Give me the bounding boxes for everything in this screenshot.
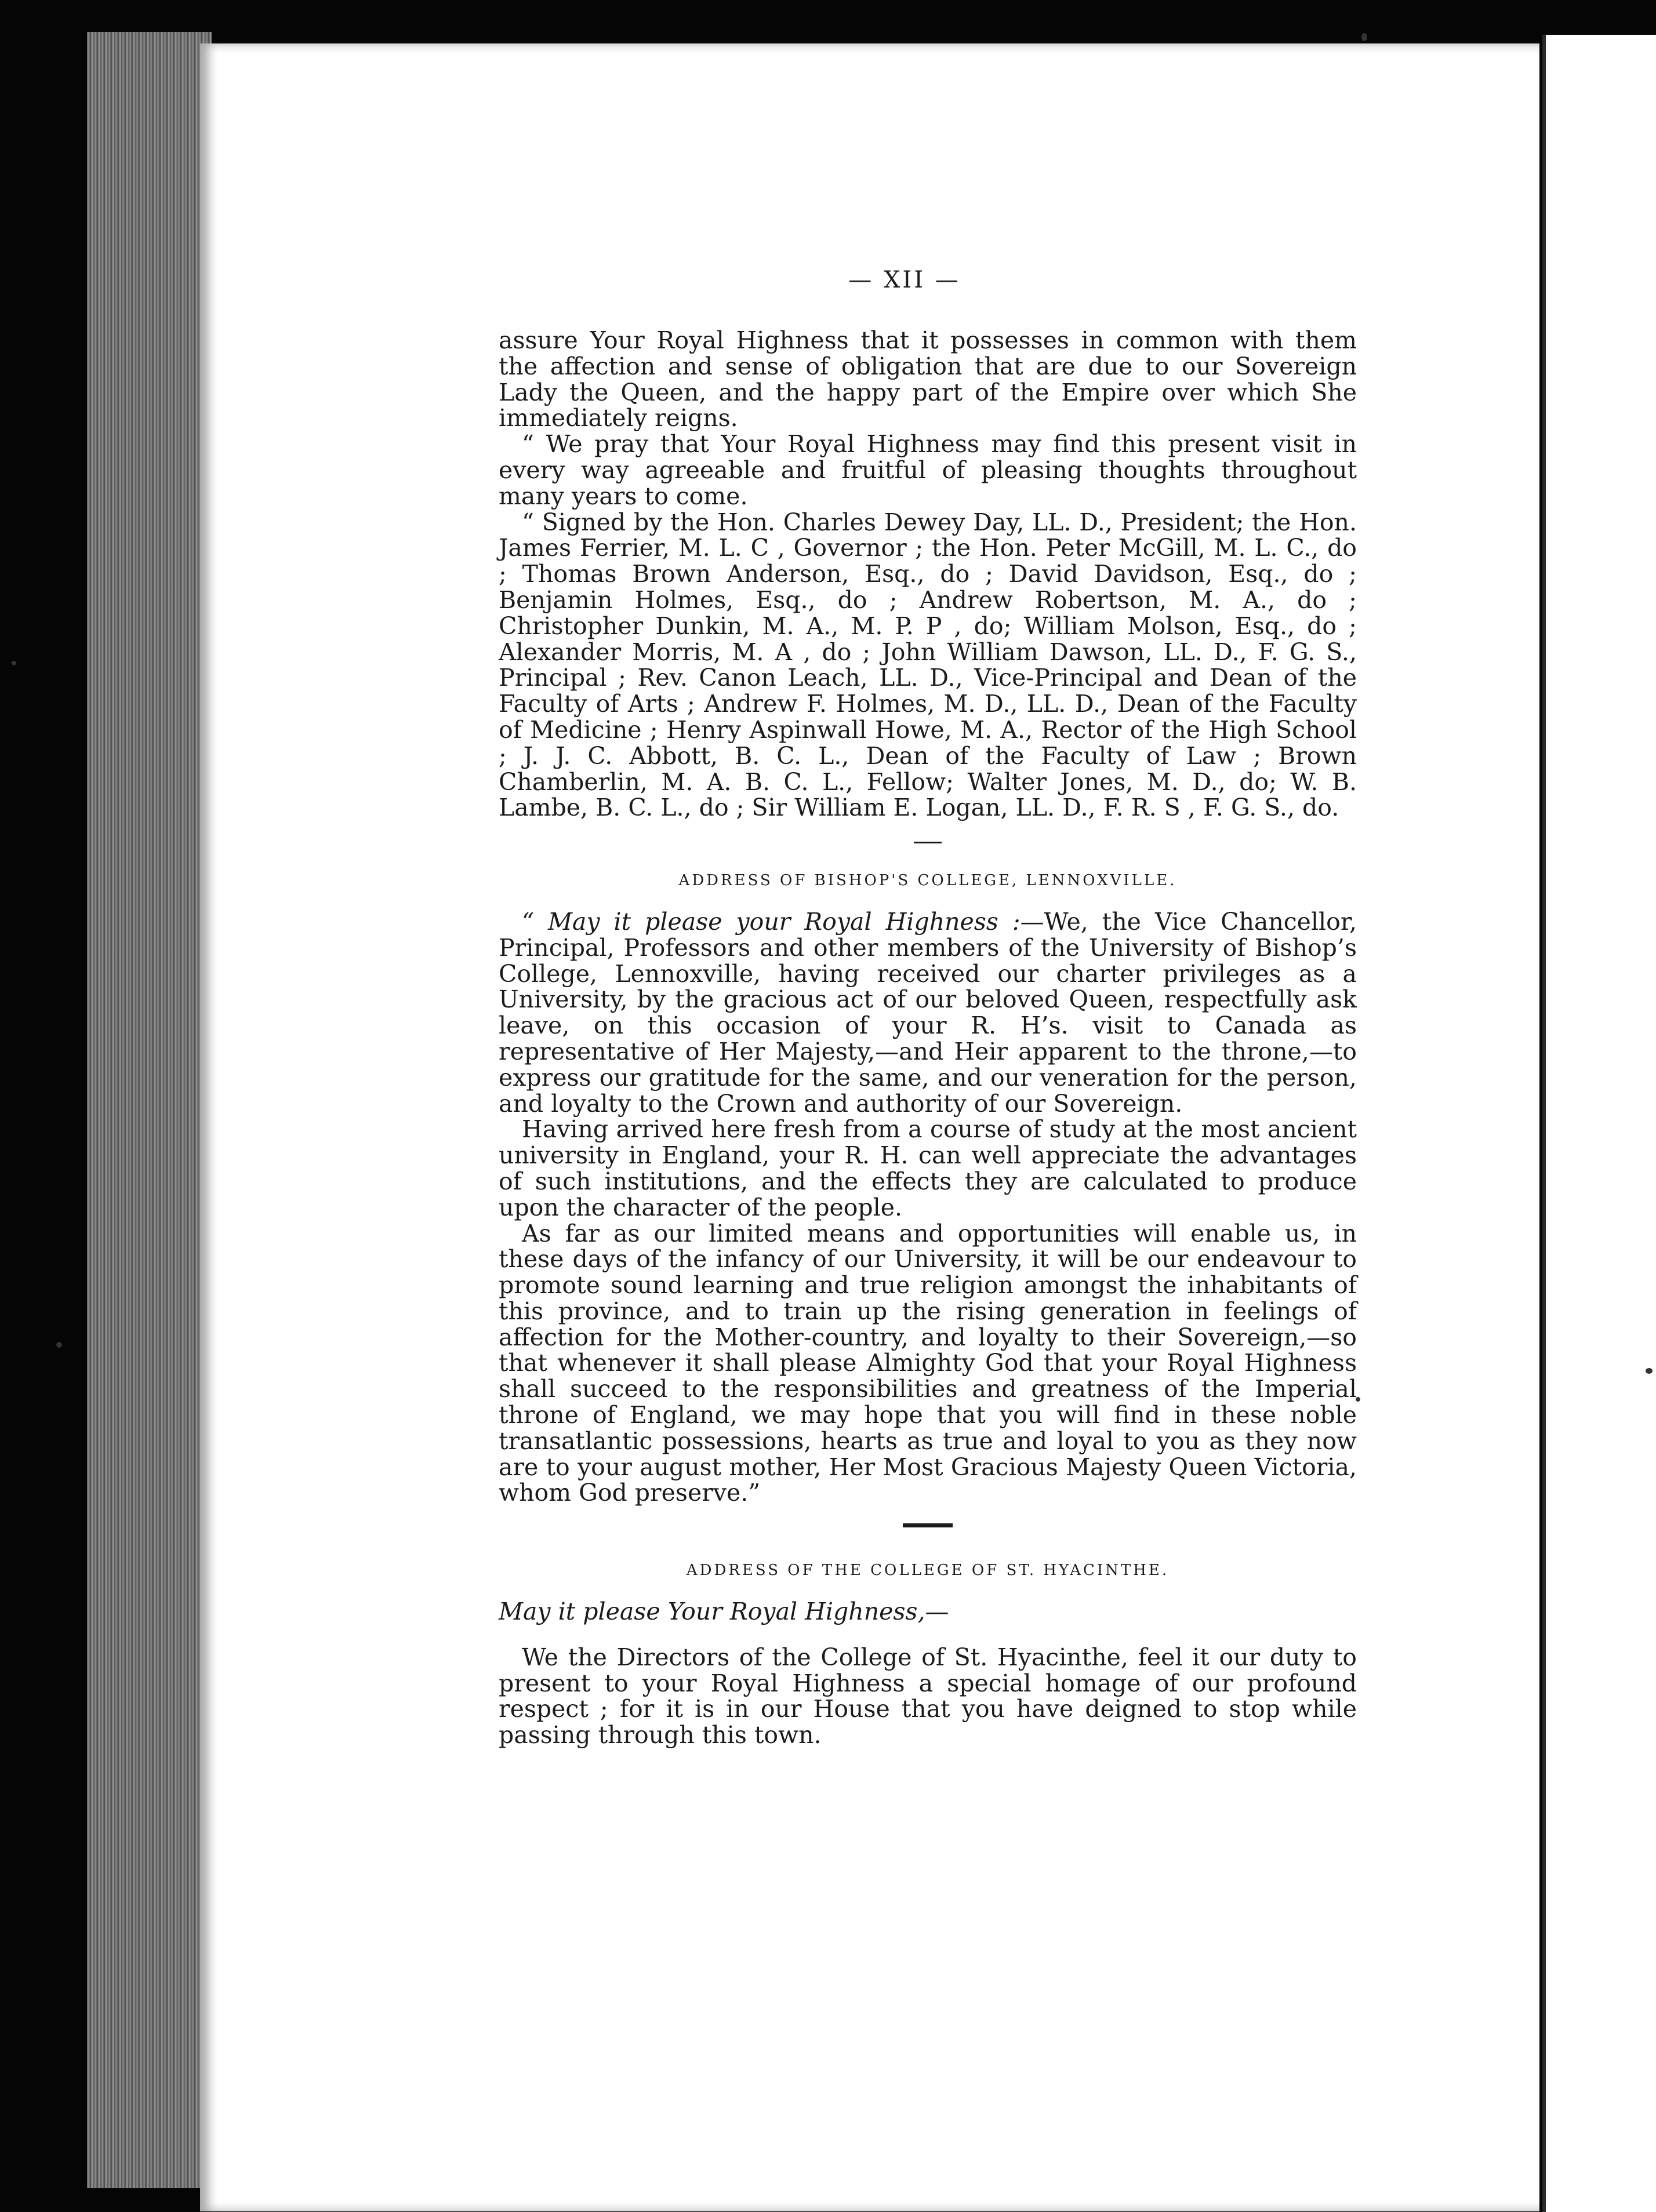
scan-speck [1361,33,1367,41]
body-paragraph: “ We pray that Your Royal Highness may find this present visit in every way agreeable and fruitful of pleasing thoughts throughout many years to come. [499,430,1357,510]
scan-speck [1646,1368,1653,1374]
section-divider [914,842,942,843]
signatories-paragraph: “ Signed by the Hon. Charles Dewey Day, LL. D., President; the Hon. James Ferrier, M. L. C , Governor ; the Hon. Peter McGill, M. L. C., do ; Thomas Brown Anderson, Esq., do ; David Davidson, Esq., do ; Benjamin Holmes, Esq., do ; Andrew Robertson, M. A., do ; Christopher Dunkin, M. A., M. P. P , do; William Molson, Esq., do ; Alexander Morris, M. A , do ; John William Dawson, LL. D., F. G. S., Principal ; Rev. Canon Leach, LL. D., Vice-Principal and Dean of the Faculty of Arts ; Andrew F. Holmes, M. D., LL. D., Dean of the Faculty of Medicine ; Henry Aspinwall Howe, M. A., Rector of the High School ; J. J. C. Abbott, B. C. L., Dean of the Faculty of Law ; Brown Chamberlin, M. A. B. C. L., Fellow; Walter Jones, M. D., do; W. B. Lambe, B. C. L., do ; Sir William E. Logan, LL. D., F. R. S , F. G. S., do. [499,508,1357,822]
address-opening-text: —We, the Vice Chancellor, Principal, Professors and other members of the University of Bishop’s College, Lennoxville, having received our charter privileges as a University, by the gracious act of our beloved Queen, respectfully ask leave, on this occasion of your R. H’s. visit to Canada as representative of Her Majesty,—and Heir apparent to the throne,—to express our gratitude for the same, and our veneration for the person, and loyalty to the Crown and authority of our Sovereign. [499,907,1357,1118]
body-paragraph: assure Your Royal Highness that it possesses in common with them the affection and sense of obligation that are due to our Sovereign Lady the Queen, and the happy part of the Empire over which She immediately reigns. [499,326,1357,432]
next-page-gutter [1542,35,1546,2212]
page-folio: — XII — [848,267,961,293]
body-paragraph: We the Directors of the College of St. Hyacinthe, feel it our duty to present to your Royal Highness a special homage of our profound respect ; for it is in our House that you have deigned to stop while passing through this town. [499,1643,1357,1749]
section-heading-st-hyacinthe: ADDRESS OF THE COLLEGE OF ST. HYACINTHE. [686,1562,1170,1580]
address-salutation: “ May it please your Royal Highness : [522,907,1021,936]
address-salutation: May it please Your Royal Highness,— [499,1598,949,1626]
body-paragraph: Having arrived here fresh from a course of study at the most ancient university in England, your R. H. can well appreciate the advantages of such institutions, and the effects they are calculated to produce upon the character of the people. [499,1115,1357,1221]
scan-speck [56,1342,62,1348]
scan-speck [12,661,16,665]
page-body [499,328,1357,1748]
body-paragraph [499,909,1357,1116]
section-heading-bishops-college: ADDRESS OF BISHOP'S COLLEGE, LENNOXVILLE. [678,872,1177,890]
section-divider [903,1523,953,1527]
book-page-edges [87,32,212,2188]
next-page-edge [1542,35,1656,2212]
body-paragraph: As far as our limited means and opportunities will enable us, in these days of the infancy of our University, it will be our endeavour to promote sound learning and true religion amongst the inhabitants of this province, and to train up the rising generation in feelings of affection for the Mother-country, and loyalty to their Sovereign,—so that whenever it shall please Almighty God that your Royal Highness shall succeed to the responsibilities and greatness of the Imperial throne of England, we may hope that you will find in these noble transatlantic possessions, hearts as true and loyal to you as they now are to your august mother, Her Most Gracious Majesty Queen Victoria, whom God preserve.” [499,1219,1357,1507]
